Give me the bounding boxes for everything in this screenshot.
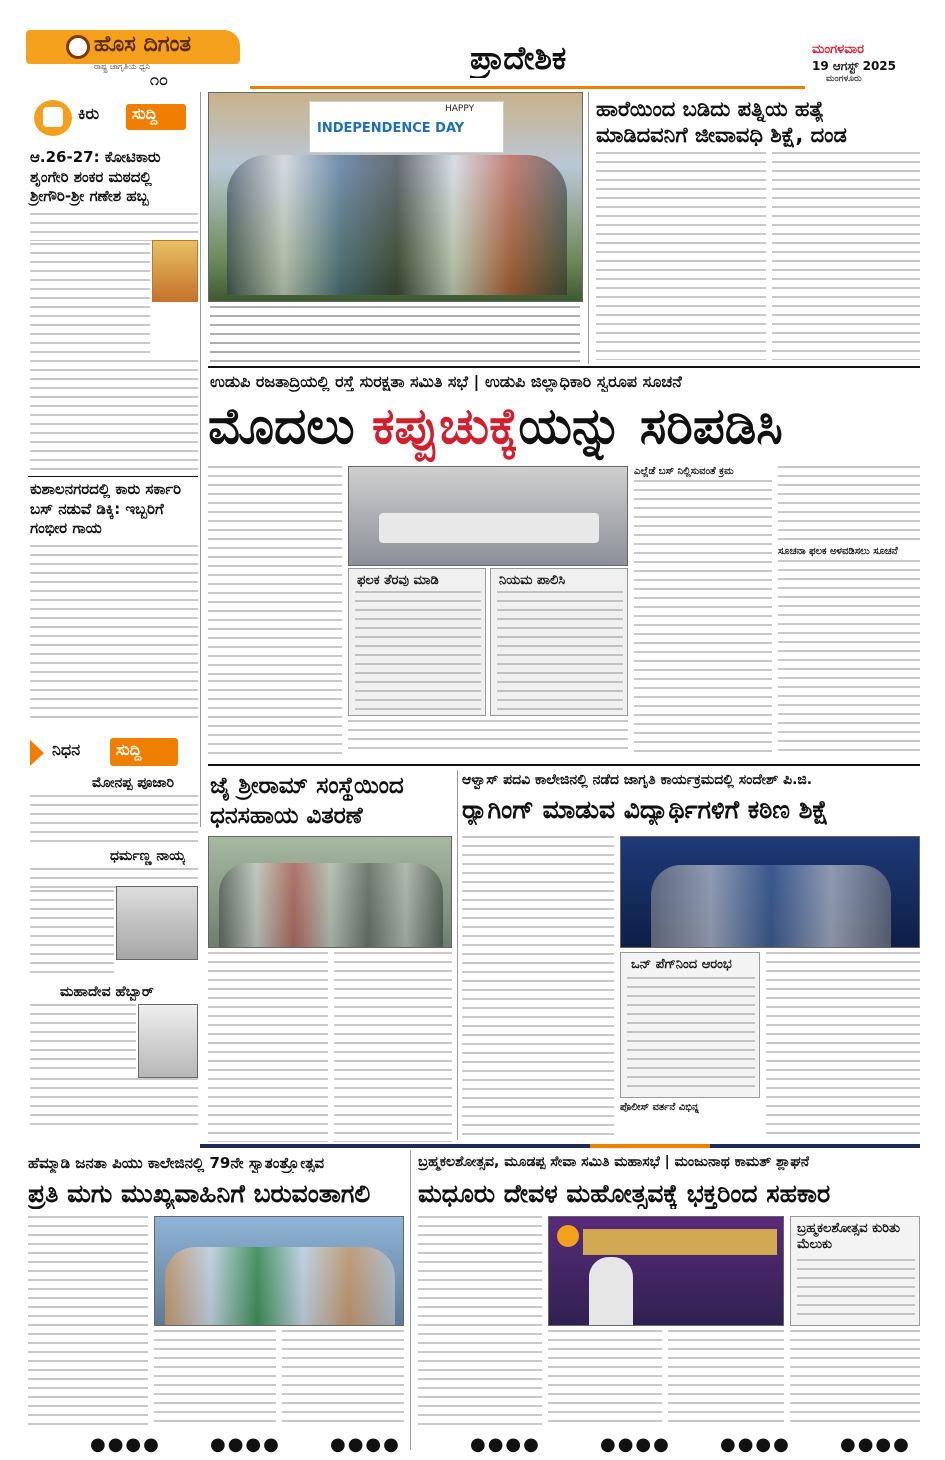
bottom-color-bar-3 (710, 1144, 920, 1148)
jaishriram-body-1 (208, 952, 328, 1142)
ganesha-photo (152, 240, 198, 302)
end-dots-2: ●●●● (210, 1434, 281, 1455)
nidhana-banner (28, 734, 198, 772)
story2-body (30, 545, 198, 725)
meeting-photo (348, 466, 628, 566)
divider (28, 476, 198, 477)
lead-body-col1-lower (208, 680, 342, 756)
lead-kicker: ಉಡುಪಿ ರಜತಾದ್ರಿಯಲ್ಲಿ ರಸ್ತೆ ಸುರಕ್ಷತಾ ಸಮಿತಿ ಸಭೆ | ಉಡುಪಿ ಜಿಲ್ಲಾಧಿಕಾರಿ ಸ್ವರೂಪ ಸೂಚನೆ (210, 372, 682, 391)
ragging-subhead: ಪೊಲೀಸ್ ವರ್ತನೆ ವಿಭಿನ್ನ (620, 1102, 699, 1113)
banner-independence: INDEPENDENCE DAY (317, 121, 465, 136)
obituary-body-3 (30, 1004, 136, 1074)
stage-people (651, 865, 891, 948)
lead-body-col4 (778, 466, 920, 544)
brand-tagline: ರಾಷ್ಟ್ರ ಜಾಗೃತಿಯ ಧ್ವನಿ (94, 62, 151, 71)
obituary-name-3: ಮಹಾದೇವ ಹೆಬ್ಬಾರ್ (60, 984, 154, 1000)
ragging-box-title: ಒನ್ ಪೆಗ್‌ನಿಂದ ಆರಂಭ (631, 957, 732, 972)
ragging-box-body (627, 977, 755, 1093)
lead-box-1-title: ಫಲಕ ತೆರವು ಮಾಡಿ (357, 573, 439, 588)
ragging-photo (620, 836, 920, 948)
independence-day-photo (208, 92, 583, 302)
meeting-table (379, 513, 599, 543)
lead-headline-highlight: ಕಪ್ಪುಚುಕ್ಕೆ (372, 397, 519, 455)
issue-city: ಮಂಗಳೂರು (826, 74, 862, 84)
hemmadi-kicker: ಹೆಮ್ಮಾಡಿ ಜನತಾ ಪಿಯು ಕಾಲೇಜಿನಲ್ಲಿ 79ನೇ ಸ್ವಾತಂತ್ರ್ಯೋತ್ಸವ (28, 1154, 325, 1172)
ragging-title: ರ್‍ಯಾಗಿಂಗ್ ಮಾಡುವ ವಿದ್ಯಾರ್ಥಿಗಳಿಗೆ ಕಠಿಣ ಶಿಕ್ಷೆ (462, 795, 829, 824)
obituary-photo-3 (138, 1004, 198, 1078)
lead-body-mid (348, 720, 628, 756)
lead-box-2-body (497, 591, 623, 711)
obituary-body-2 (30, 868, 198, 888)
obituary-photo-2 (116, 886, 198, 960)
jaishriram-title-2: ಧನಸಹಾಯ ವಿತರಣೆ (210, 803, 363, 829)
madhur-kicker: ಬ್ರಹ್ಮಕಲಶೋತ್ಸವ, ಮೂಡಪ್ಪ ಸೇವಾ ಸಮಿತಿ ಮಹಾಸಭೆ | ಮಂಜುನಾಥ ಕಾಮತ್ ಶ್ಲಾಘನೆ (418, 1154, 810, 1170)
stage-banner (583, 1229, 777, 1255)
story2-title: ಕುಶಾಲನಗರದಲ್ಲಿ ಕಾರು ಸರ್ಕಾರಿ ಬಸ್ ನಡುವೆ ಡಿಕ್ಕಿ: ಇಬ್ಬರಿಗೆ ಗಂಭೀರ ಗಾಯ (30, 480, 182, 537)
lead-headline (208, 398, 783, 456)
section-underline (250, 86, 805, 89)
madhur-body-2 (548, 1330, 662, 1428)
sudhi-box-2 (110, 738, 178, 766)
obituary-body-3b (30, 1078, 198, 1128)
kiru-sudhi-banner (28, 98, 198, 138)
lead-box-1-body (355, 591, 481, 711)
obituary-name-2: ಧರ್ಮಣ್ಣ ನಾಯ್ಕ (110, 848, 186, 864)
end-dots-1: ●●●● (90, 1434, 161, 1455)
column-rule-mid (457, 770, 458, 1140)
hemmadi-title: ಪ್ರತಿ ಮಗು ಮುಖ್ಯವಾಹಿನಿಗೆ ಬರುವಂತಾಗಲಿ (28, 1179, 371, 1208)
lead-subhead-1: ಎಲ್ಲೆಡೆ ಬಸ್ ನಿಲ್ಲಿಸುವಂತೆ ಕ್ರಮ (634, 466, 734, 477)
section-title: ಪ್ರಾದೇಶಿಕ (470, 39, 567, 77)
arrow-icon (30, 740, 44, 766)
lead-subhead-2: ಸೂಚನಾ ಫಲಕ ಅಳವಡಿಸಲು ಸೂಚನೆ (778, 546, 898, 557)
end-dots-6: ●●●● (720, 1434, 791, 1455)
madhur-box (790, 1216, 920, 1326)
obituary-body-2b (30, 890, 114, 980)
page-number: ೧೦ (150, 70, 168, 89)
ragging-body-1 (462, 836, 614, 1138)
lead-body-col4-lower (778, 560, 920, 756)
madhur-body-4 (790, 1330, 920, 1428)
ragging-kicker: ಆಳ್ವಾಸ್ ಪದವಿ ಕಾಲೇಜಿನಲ್ಲಿ ನಡೆದ ಜಾಗೃತಿ ಕಾರ್ಯಕ್ರಮದಲ್ಲಿ ಸಂದೇಶ್ ಪಿ.ಜಿ. (462, 772, 813, 788)
nidhana-word: ನಿಧನ (52, 740, 81, 759)
lead-box-2 (490, 568, 628, 716)
sudhi-word: ಸುದ್ದಿ (132, 104, 158, 123)
brand-logo-icon (66, 35, 90, 59)
end-dots-3: ●●●● (330, 1434, 401, 1455)
om-symbol-icon (557, 1225, 579, 1247)
jaishriram-photo (208, 836, 452, 948)
murder-title-2: ಮಾಡಿದವನಿಗೆ ಜೀವಾವಧಿ ಶಿಕ್ಷೆ, ದಂಡ (596, 123, 847, 147)
murder-body-a (596, 152, 766, 360)
bottom-color-bar-2 (590, 1144, 710, 1148)
speaker-figure (589, 1257, 633, 1326)
kiru-word: ಕಿರು (78, 104, 100, 123)
students-group (165, 1247, 395, 1326)
column-rule-top (588, 92, 589, 364)
issue-day: ಮಂಗಳವಾರ (812, 42, 865, 57)
jaishriram-body-2 (334, 952, 452, 1142)
lead-headline-part-a: ಮೊದಲು (208, 397, 373, 455)
sudhi-box (126, 104, 186, 130)
murder-title-1: ಹಾರೆಯಿಂದ ಬಡಿದು ಪತ್ನಿಯ ಹತ್ಯೆ (596, 97, 825, 121)
brand-name: ಹೊಸ ದಿಗಂತ (94, 32, 192, 57)
lead-box-2-title: ನಿಯಮ ಪಾಲಿಸಿ (499, 573, 566, 588)
madhur-photo (548, 1216, 784, 1326)
story1-title: ಆ.26-27: ಕೋಟಿಕಾರು ಶೃಂಗೇರಿ ಶಂಕರ ಮಠದಲ್ಲಿ ಶ್ರೀಗೌರಿ-ಶ್ರೀ ಗಣೇಶ ಹಬ್ಬ (30, 148, 161, 205)
issue-date: 19 ಆಗಸ್ಟ್ 2025 (812, 59, 896, 73)
hemmadi-body-2 (154, 1330, 276, 1428)
lead-headline-part-c: ಯನ್ನು ಸರಿಪಡಿಸಿ (518, 397, 783, 455)
jaishriram-title-1: ಜೈ ಶ್ರೀರಾಮ್ ಸಂಸ್ಥೆಯಿಂದ (210, 773, 404, 799)
hemmadi-body-1 (28, 1216, 148, 1428)
masthead (26, 30, 246, 89)
ragging-box (620, 952, 760, 1098)
murder-body-b (772, 152, 920, 360)
story1-body-lower (30, 360, 198, 470)
banner-happy: HAPPY (445, 104, 475, 114)
madhur-title: ಮಧೂರು ದೇವಳ ಮಹೋತ್ಸವಕ್ಕೆ ಭಕ್ತರಿಂದ ಸಹಕಾರ (418, 1179, 831, 1208)
madhur-box-title: ಬ್ರಹ್ಮಕಲಶೋತ್ಸವ ಕುರಿತು ಮೆಲುಕು (797, 1221, 900, 1253)
people-group (227, 155, 567, 295)
lead-body-col1 (208, 466, 342, 676)
hemmadi-photo (154, 1216, 404, 1326)
lead-top-rule (208, 366, 920, 368)
group-of-people (219, 863, 443, 948)
lead-body-col3 (634, 480, 772, 756)
madhur-box-body (797, 1259, 915, 1321)
sudhi-word-2: ಸುದ್ದಿ (116, 740, 142, 759)
ragging-body-2 (766, 952, 920, 1138)
end-dots-4: ●●●● (470, 1434, 541, 1455)
end-dots-5: ●●●● (600, 1434, 671, 1455)
column-rule-bottom (410, 1150, 411, 1450)
lead-box-1 (348, 568, 486, 716)
hand-icon-glyph (43, 107, 63, 127)
obituary-body-1 (30, 795, 198, 845)
hemmadi-body-3 (282, 1330, 404, 1428)
madhur-body-3 (668, 1330, 784, 1428)
story1-body (30, 213, 198, 241)
kiru-box (78, 104, 128, 130)
bottom-color-bar-1 (200, 1144, 590, 1148)
madhur-body-1 (418, 1216, 542, 1428)
independence-day-caption (210, 306, 580, 362)
story1-body-col (30, 243, 150, 358)
left-column-rule (200, 92, 201, 827)
obituary-name-1: ಮೋನಪ್ಪ ಪೂಜಾರಿ (92, 775, 175, 791)
end-dots-7: ●●●● (840, 1434, 911, 1455)
mid-rule (208, 764, 920, 766)
